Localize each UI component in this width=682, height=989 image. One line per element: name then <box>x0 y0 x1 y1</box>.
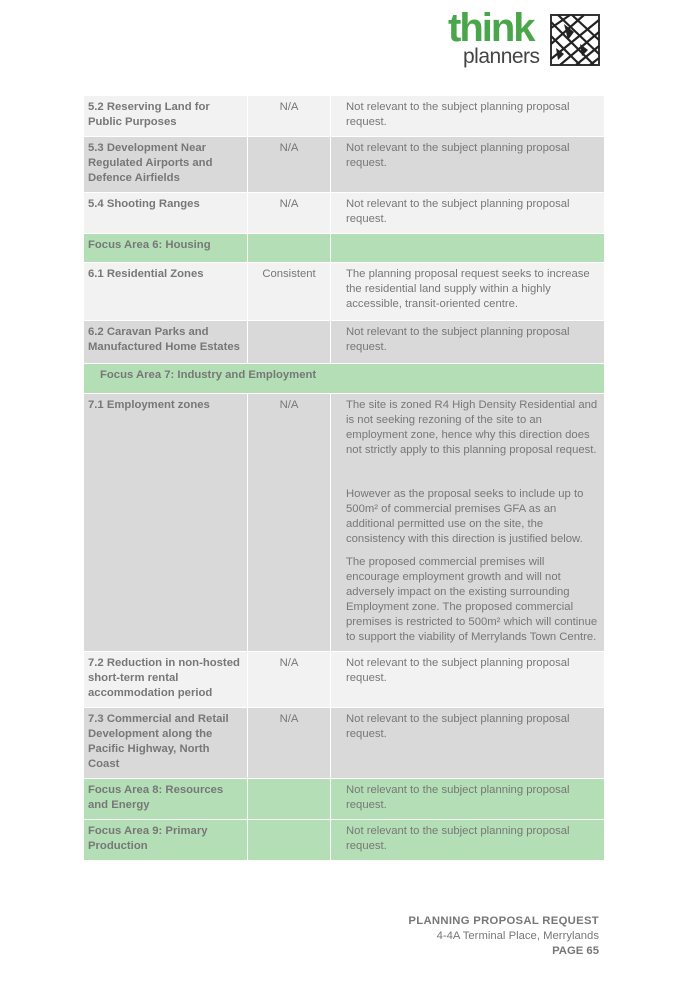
direction-title: 7.2 Reduction in non-hosted short-term rental accommodation period <box>84 652 248 707</box>
footer-document-title: PLANNING PROPOSAL REQUEST <box>408 915 599 927</box>
think-planners-logo <box>448 6 602 70</box>
table-row <box>84 193 604 234</box>
page-footer <box>408 914 599 959</box>
focus-area-row <box>84 364 604 394</box>
consistency-status: Consistent <box>248 263 331 320</box>
comment: Not relevant to the subject planning proposal request. <box>346 825 570 852</box>
comment: Not relevant to the subject planning proposal request. <box>346 713 570 740</box>
footer-address: 4-4A Terminal Place, Merrylands <box>436 930 599 942</box>
direction-title: 6.2 Caravan Parks and Manufactured Home Estates <box>84 321 248 363</box>
comment: Not relevant to the subject planning proposal request. <box>346 657 570 684</box>
focus-area-title: Focus Area 6: Housing <box>84 234 248 262</box>
direction-table <box>84 96 604 861</box>
direction-title: 5.2 Reserving Land for Public Purposes <box>84 96 248 136</box>
consistency-status <box>248 321 331 363</box>
comment: Not relevant to the subject planning proposal request. <box>346 142 570 169</box>
consistency-status <box>248 779 331 819</box>
consistency-status: N/A <box>248 652 331 707</box>
table-row <box>84 394 604 652</box>
consistency-status: N/A <box>248 193 331 233</box>
logo-map-mark-icon <box>550 14 600 66</box>
direction-title: 7.1 Employment zones <box>84 394 248 651</box>
comment: The planning proposal request seeks to increase the residential land supply within a highly accessible, transit-oriented centre. <box>346 268 590 310</box>
comment: Not relevant to the subject planning proposal request. <box>346 101 570 128</box>
focus-area-title: Focus Area 9: Primary Production <box>84 820 248 860</box>
comment: Not relevant to the subject planning proposal request. <box>346 784 570 811</box>
direction-title: 5.3 Development Near Regulated Airports and Defence Airfields <box>84 137 248 192</box>
table-row <box>84 137 604 193</box>
paragraph-spacer <box>346 547 600 555</box>
page-number: PAGE 65 <box>552 945 599 957</box>
table-row <box>84 96 604 137</box>
direction-title: 6.1 Residential Zones <box>84 263 248 320</box>
consistency-status: N/A <box>248 137 331 192</box>
table-row <box>84 708 604 779</box>
table-row <box>84 652 604 708</box>
consistency-status <box>248 820 331 860</box>
table-row <box>84 263 604 321</box>
focus-area-row <box>84 820 604 861</box>
logo-planners-text: planners <box>463 45 540 68</box>
comment-paragraph: However as the proposal seeks to include up to 500m² of commercial premises GFA as an additional permitted use on the site, the consistency with this direction is justified below. <box>346 488 584 545</box>
logo-think-text: think <box>448 6 534 50</box>
focus-area-row <box>84 779 604 820</box>
consistency-status: N/A <box>248 708 331 778</box>
focus-area-title: Focus Area 8: Resources and Energy <box>84 779 248 819</box>
consistency-status: N/A <box>248 394 331 651</box>
consistency-status <box>248 234 331 262</box>
consistency-status: N/A <box>248 96 331 136</box>
comment <box>331 394 604 651</box>
comment: Not relevant to the subject planning proposal request. <box>346 198 570 225</box>
comment: Not relevant to the subject planning proposal request. <box>346 326 570 353</box>
comment-paragraph: The proposed commercial premises will encourage employment growth and will not adversely impact on the existing surrounding Employment zone. The proposed commercial premises is restricted to 500m² which will continue to support the viability of Merrylands Town Centre. <box>346 556 598 643</box>
table-row <box>84 321 604 364</box>
paragraph-spacer <box>346 458 600 487</box>
direction-title: 7.3 Commercial and Retail Development along the Pacific Highway, North Coast <box>84 708 248 778</box>
comment-paragraph: The site is zoned R4 High Density Residential and is not seeking rezoning of the site to an employment zone, hence why this direction does not strictly apply to this planning proposal request. <box>346 399 598 456</box>
comment <box>331 234 604 262</box>
focus-area-row <box>84 234 604 263</box>
direction-title: 5.4 Shooting Ranges <box>84 193 248 233</box>
focus-area-title: Focus Area 7: Industry and Employment <box>100 369 317 381</box>
